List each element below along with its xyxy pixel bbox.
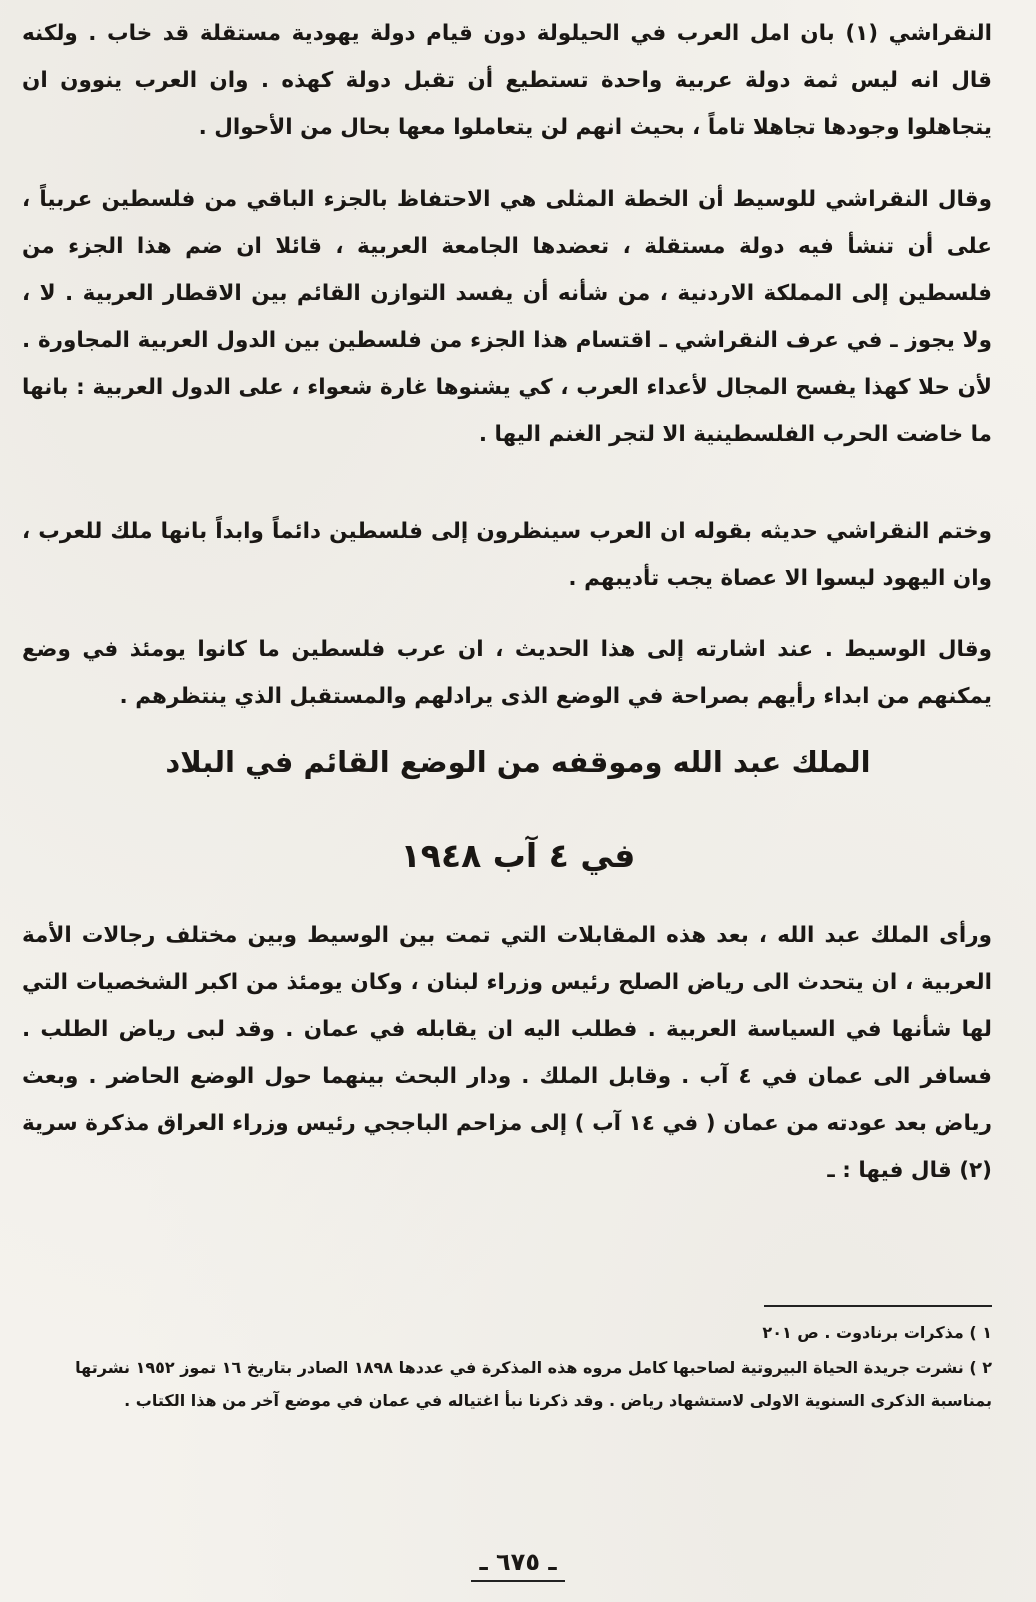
footnote-2: ٢ ) نشرت جريدة الحياة البيروتية لصاحبها كامل مروه هذه المذكرة في عددها ١٨٩٨ الصادر بتاريخ ١٦ تموز ١٩٥٢ نشرتها بمناسبة الذكرى السنوية الاولى لاستشهاد رياض . وقد ذكرنا نبأ اغتياله في عمان في موضع آخر من هذا الكتاب . xyxy=(75,1358,992,1410)
paragraph-1-text: النقراشي (١) بان امل العرب في الحيلولة دون قيام دولة يهودية مستقلة قد خاب . ولكنه قال انه ليس ثمة دولة عربية واحدة تستطيع أن تقبل دولة كهذه . وان العرب ينوون ان يتجاهلوا وجودها تجاهلا تاماً ، بحيث انهم لن يتعاملوا معها بحال من الأحوال . xyxy=(22,21,992,140)
page-number xyxy=(0,1548,1036,1576)
paragraph-2-text: وقال النقراشي للوسيط أن الخطة المثلى هي الاحتفاظ بالجزء الباقي من فلسطين عربياً ، على أن تنشأ فيه دولة مستقلة ، تعضدها الجامعة العربية ، قائلا ان ضم هذا الجزء من فلسطين إلى المملكة الاردنية ، من شأنه أن يفسد التوازن القائم بين الاقطار العربية . لا ، ولا يجوز ـ في عرف النقراشي ـ اقتسام هذا الجزء من فلسطين بين الدول العربية المجاورة . لأن حلا كهذا يفسح المجال لأعداء العرب ، كي يشنوها غارة شعواء ، على الدول العربية : بانها ما خاضت الحرب الفلسطينية الا لتجر الغنم اليها . xyxy=(22,187,992,447)
section-heading-line-1: الملك عبد الله وموقفه من الوضع القائم في البلاد xyxy=(165,745,871,779)
paragraph-3 xyxy=(22,508,992,602)
paragraph-4 xyxy=(22,626,992,720)
footnotes xyxy=(22,1316,992,1417)
footnote-divider xyxy=(764,1305,992,1307)
paragraph-1 xyxy=(22,10,992,151)
paragraph-4-text: وقال الوسيط . عند اشارته إلى هذا الحديث ، ان عرب فلسطين ما كانوا يومئذ في وضع يمكنهم من ابداء رأيهم بصراحة في الوضع الذى يرادلهم والمستقبل الذي ينتظرهم . xyxy=(22,637,992,709)
page-number-text: ـ ٦٧٥ ـ xyxy=(471,1548,564,1582)
paragraph-5 xyxy=(22,912,992,1194)
footnote-1: ١ ) مذكرات برنادوت . ص ٢٠١ xyxy=(762,1323,992,1342)
paragraph-2 xyxy=(22,176,992,458)
section-heading-line-2: في ٤ آب ١٩٤٨ xyxy=(400,836,636,875)
paragraph-5-text: ورأى الملك عبد الله ، بعد هذه المقابلات التي تمت بين الوسيط وبين مختلف رجالات الأمة العربية ، ان يتحدث الى رياض الصلح رئيس وزراء لبنان ، وكان يومئذ من اكبر الشخصيات التي لها شأنها في السياسة العربية . فطلب اليه ان يقابله في عمان . وقد لبى رياض الطلب . فسافر الى عمان في ٤ آب . وقابل الملك . ودار البحث بينهما حول الوضع الحاضر . وبعث رياض بعد عودته من عمان ( في ١٤ آب ) إلى مزاحم الباججي رئيس وزراء العراق مذكرة سرية (٢) قال فيها : ـ xyxy=(22,923,992,1183)
paragraph-3-text: وختم النقراشي حديثه بقوله ان العرب سينظرون إلى فلسطين دائماً وابداً بانها ملك للعرب ، وان اليهود ليسوا الا عصاة يجب تأديبهم . xyxy=(22,519,992,591)
